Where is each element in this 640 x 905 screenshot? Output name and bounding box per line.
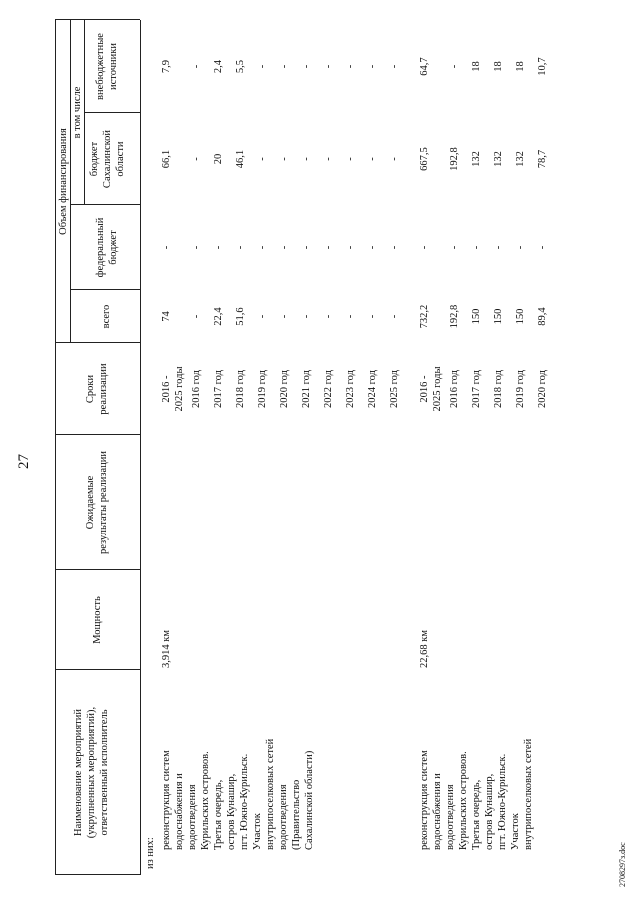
cell-period-line: 2016 год <box>449 370 460 408</box>
cell-extra: - <box>191 64 202 69</box>
cell-period-line: 2016 - <box>419 375 430 403</box>
cell-period <box>344 345 357 433</box>
cell-total: 89,4 <box>537 307 548 326</box>
cell-period <box>322 345 335 433</box>
header-results-line: результаты реализации <box>98 450 109 555</box>
header-terms-line: реализации <box>98 363 109 415</box>
header-name-line: ответственный исполнитель <box>99 709 110 836</box>
project1-name-line: остров Кунашир, <box>226 773 237 850</box>
header-including: в том числе <box>72 86 83 139</box>
cell-period-line: 2025 годы <box>174 366 185 412</box>
table-header-bottom-border <box>140 20 141 875</box>
project2-name-line: остров Кунашир, <box>484 773 495 850</box>
cell-federal: - <box>471 245 482 250</box>
header-results-line: Ожидаемые <box>85 475 96 530</box>
cell-extra: - <box>323 64 334 69</box>
cell-regional: - <box>389 157 400 161</box>
cell-federal: - <box>213 245 224 250</box>
cell-period-line: 2023 год <box>345 370 356 408</box>
cell-federal: - <box>161 245 172 250</box>
project1-name-line: водоотведения <box>278 784 289 850</box>
cell-period <box>514 345 527 433</box>
cell-period-line: 2018 год <box>493 370 504 408</box>
cell-regional: - <box>301 157 312 161</box>
cell-period-line: 2016 - <box>161 375 172 403</box>
cell-regional: - <box>279 157 290 161</box>
cell-period-line: 2019 год <box>257 370 268 408</box>
header-extra-line: внебюджетные <box>95 33 106 100</box>
project1-name-line: Курильских островов. <box>200 751 211 850</box>
cell-total: 22,4 <box>213 307 224 326</box>
cell-period-line: 2025 год <box>389 370 400 408</box>
cell-regional: 66,1 <box>161 149 172 169</box>
cell-period <box>212 345 225 433</box>
cell-period <box>366 345 379 433</box>
cell-extra: - <box>257 64 268 69</box>
cell-federal: - <box>419 245 430 250</box>
cell-period <box>160 345 186 433</box>
cell-period <box>190 345 203 433</box>
header-total: всего <box>101 304 112 329</box>
project1-name-line: Участок <box>252 813 263 850</box>
cell-regional: - <box>257 157 268 161</box>
project1-name-line: пгт. Южно-Курильск. <box>239 753 250 850</box>
cell-regional: 667,5 <box>419 147 430 171</box>
cell-total: - <box>345 314 356 319</box>
project2-name <box>418 739 535 850</box>
project2-name-line: Участок <box>510 813 521 850</box>
intro-text: из них: <box>145 837 156 869</box>
cell-period <box>448 345 461 433</box>
cell-period-line: 2018 год <box>235 370 246 408</box>
project2-name-line: реконструкция систем <box>419 750 430 850</box>
cell-total: - <box>367 314 378 319</box>
cell-period <box>418 345 444 433</box>
cell-extra: 18 <box>493 61 504 72</box>
cell-total: 192,8 <box>449 304 460 329</box>
project1-name-line: (Правительство <box>291 779 302 850</box>
cell-federal: - <box>235 245 246 250</box>
cell-federal: - <box>367 245 378 250</box>
project2-name-line: Курильских островов. <box>458 751 469 850</box>
cell-regional: 132 <box>471 151 482 167</box>
cell-total: - <box>279 314 290 319</box>
header-federal-line: бюджет <box>108 230 119 265</box>
project2-name-line: водоснабжения и <box>432 773 443 850</box>
cell-period-line: 2020 год <box>279 370 290 408</box>
cell-total: - <box>191 314 202 319</box>
cell-extra: 7,9 <box>161 59 172 74</box>
header-federal-line: федеральный <box>95 217 106 278</box>
cell-federal: - <box>191 245 202 250</box>
header-regional-line: бюджет <box>89 141 100 177</box>
header-capacity: Мощность <box>92 596 103 644</box>
cell-period-line: 2022 год <box>323 370 334 408</box>
project2-name-line: водоотведения <box>445 784 456 850</box>
cell-extra: - <box>449 64 460 69</box>
cell-extra: - <box>367 64 378 69</box>
cell-period <box>492 345 505 433</box>
cell-regional: 46,1 <box>235 149 246 169</box>
cell-extra: - <box>279 64 290 69</box>
cell-total: 51,6 <box>235 307 246 326</box>
cell-regional: - <box>367 157 378 161</box>
cell-total: 150 <box>515 308 526 325</box>
cell-federal: - <box>515 245 526 250</box>
header-terms-line: Сроки <box>85 374 96 404</box>
project1-name-line: водоснабжения и <box>174 773 185 850</box>
cell-extra: 10,7 <box>537 57 548 76</box>
header-federal <box>94 205 120 290</box>
project1-name-line: реконструкция систем <box>161 750 172 850</box>
cell-period <box>234 345 247 433</box>
cell-regional: 20 <box>213 153 224 165</box>
cell-total: 74 <box>161 311 172 322</box>
cell-period <box>256 345 269 433</box>
project1-name-line: водоотведения <box>187 784 198 850</box>
cell-extra: - <box>389 64 400 69</box>
cell-federal: - <box>257 245 268 250</box>
cell-total: 150 <box>493 308 504 325</box>
cell-regional: 132 <box>515 151 526 167</box>
cell-extra: 64,7 <box>419 57 430 76</box>
cell-regional: - <box>323 157 334 161</box>
project2-name-line: внутрипоселковых сетей <box>523 738 534 850</box>
cell-total: - <box>257 314 268 319</box>
cell-total: - <box>389 314 400 319</box>
cell-period-line: 2016 год <box>191 370 202 408</box>
cell-total: 150 <box>471 308 482 325</box>
header-regional <box>88 113 127 205</box>
cell-period <box>278 345 291 433</box>
table-top-border <box>55 20 56 875</box>
cell-period-line: 2020 год <box>537 370 548 408</box>
cell-federal: - <box>345 245 356 250</box>
header-financing: Объем финансирования <box>58 128 69 235</box>
cell-period-line: 2017 год <box>213 370 224 408</box>
cell-federal: - <box>389 245 400 250</box>
page-number: 27 <box>16 454 32 469</box>
cell-period-line: 2019 год <box>515 370 526 408</box>
cell-federal: - <box>279 245 290 250</box>
cell-period-line: 2017 год <box>471 370 482 408</box>
project1-name-line: Сахалинской области) <box>304 750 315 850</box>
cell-regional: 78,7 <box>537 149 548 169</box>
cell-regional: - <box>191 157 202 161</box>
project1-name-line: внутрипоселковых сетей <box>265 738 276 850</box>
cell-extra: 5,5 <box>235 59 246 74</box>
cell-federal: - <box>537 245 548 250</box>
cell-extra: 18 <box>471 61 482 72</box>
cell-total: - <box>323 314 334 319</box>
cell-period <box>388 345 401 433</box>
cell-federal: - <box>301 245 312 250</box>
project1-name <box>160 739 316 850</box>
project2-name-line: пгт. Южно-Курильск. <box>497 753 508 850</box>
project2-name-line: Третья очередь, <box>471 779 482 850</box>
cell-total: - <box>301 314 312 319</box>
header-name <box>72 670 111 875</box>
cell-regional: - <box>345 157 356 161</box>
header-name-line: (укрупненных мероприятий), <box>86 706 97 839</box>
header-regional-line: Сахалинской <box>102 129 113 189</box>
header-regional-line: области <box>115 141 126 177</box>
cell-period <box>300 345 313 433</box>
header-extra-line: источники <box>108 43 119 90</box>
cell-period-line: 2025 годы <box>432 366 443 412</box>
cell-federal: - <box>493 245 504 250</box>
cell-regional: 132 <box>493 151 504 167</box>
project2-capacity: 22,68 км <box>419 630 430 668</box>
cell-extra: 18 <box>515 61 526 72</box>
header-extra <box>94 20 120 113</box>
header-terms <box>84 343 110 435</box>
cell-period <box>536 345 549 433</box>
footer-code: 2708297з.doc <box>618 842 627 887</box>
header-name-line: Наименование мероприятий <box>73 709 84 836</box>
cell-extra: 2,4 <box>213 59 224 74</box>
cell-total: 732,2 <box>419 304 430 329</box>
cell-period <box>470 345 483 433</box>
project1-name-line: Третья очередь, <box>213 779 224 850</box>
header-results <box>84 435 110 570</box>
cell-regional: 192,8 <box>449 147 460 171</box>
cell-federal: - <box>449 245 460 250</box>
cell-extra: - <box>301 64 312 69</box>
cell-period-line: 2021 год <box>301 370 312 408</box>
cell-federal: - <box>323 245 334 250</box>
cell-extra: - <box>345 64 356 69</box>
cell-period-line: 2024 год <box>367 370 378 408</box>
project1-capacity: 3,914 км <box>161 630 172 668</box>
